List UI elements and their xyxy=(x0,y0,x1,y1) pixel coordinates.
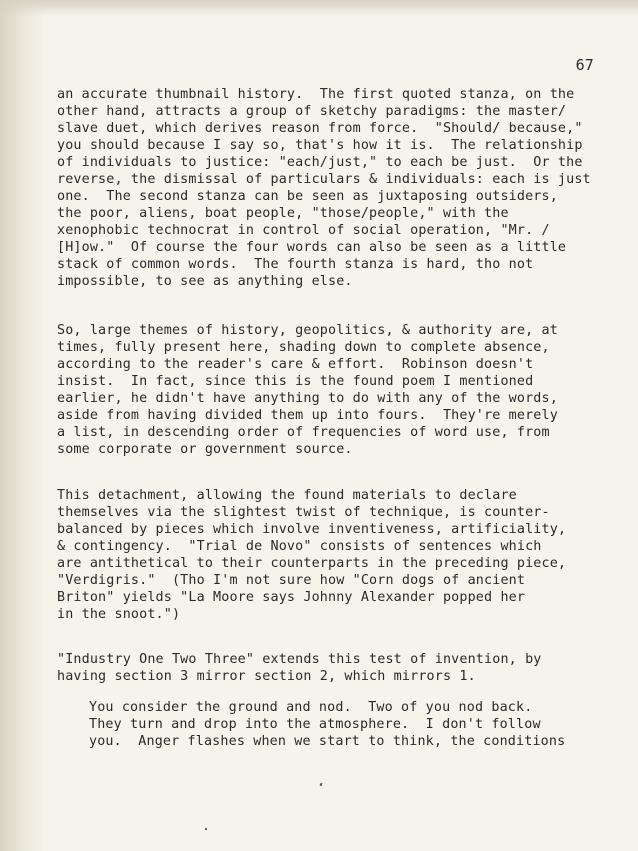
text-line: stack of common words. The fourth stanza is hard, tho not xyxy=(57,257,534,272)
page-number: 67 xyxy=(575,56,594,74)
text-line: themselves via the slightest twist of technique, is counter- xyxy=(57,505,550,520)
text-line: xenophobic technocrat in control of social operation, "Mr. / xyxy=(57,223,550,238)
text-line: are antithetical to their counterparts in the preceding piece, xyxy=(57,556,567,571)
text-line: balanced by pieces which involve inventiveness, artificiality, xyxy=(57,522,567,537)
text-line: insist. In fact, since this is the found poem I mentioned xyxy=(57,374,534,389)
quote-line: You consider the ground and nod. Two of you nod back. xyxy=(89,700,533,715)
text-line: [H]ow." Of course the four words can also be seen as a little xyxy=(57,240,567,255)
text-line: This detachment, allowing the found materials to declare xyxy=(57,488,517,503)
text-line: "Verdigris." (Tho I'm not sure how "Corn dogs of ancient xyxy=(57,573,526,588)
quote-line: They turn and drop into the atmosphere. I don't follow xyxy=(89,717,541,732)
text-line: slave duet, which derives reason from force. "Should/ because," xyxy=(57,121,583,136)
text-line: having section 3 mirror section 2, which mirrors 1. xyxy=(57,669,476,684)
ink-speck xyxy=(319,783,322,787)
text-line: some corporate or government source. xyxy=(57,442,353,457)
text-line: reverse, the dismissal of particulars & individuals: each is just xyxy=(57,172,591,187)
text-line: a list, in descending order of frequencies of word use, from xyxy=(57,425,550,440)
text-line: one. The second stanza can be seen as juxtaposing outsiders, xyxy=(57,189,558,204)
text-line: of individuals to justice: "each/just," to each be just. Or the xyxy=(57,155,583,170)
text-line: "Industry One Two Three" extends this test of invention, by xyxy=(57,652,542,667)
text-line: times, fully present here, shading down to complete absence, xyxy=(57,340,550,355)
text-line: aside from having divided them up into fours. They're merely xyxy=(57,408,558,423)
text-line: Briton" yields "La Moore says Johnny Alexander popped her xyxy=(57,590,526,605)
text-line: other hand, attracts a group of sketchy paradigms: the master/ xyxy=(57,104,567,119)
quote-line: you. Anger flashes when we start to think, the conditions xyxy=(89,734,566,749)
text-line: in the snoot.") xyxy=(57,607,181,622)
text-line: the poor, aliens, boat people, "those/people," with the xyxy=(57,206,509,221)
ink-speck xyxy=(205,828,208,831)
text-line: So, large themes of history, geopolitics, & authority are, at xyxy=(57,323,558,338)
text-line: an accurate thumbnail history. The first quoted stanza, on the xyxy=(57,87,575,102)
text-line: according to the reader's care & effort. Robinson doesn't xyxy=(57,357,534,372)
text-line: earlier, he didn't have anything to do with any of the words, xyxy=(57,391,558,406)
text-line: & contingency. "Trial de Novo" consists of sentences which xyxy=(57,539,542,554)
text-line: impossible, to see as anything else. xyxy=(57,274,353,289)
text-line: you should because I say so, that's how it is. The relationship xyxy=(57,138,583,153)
